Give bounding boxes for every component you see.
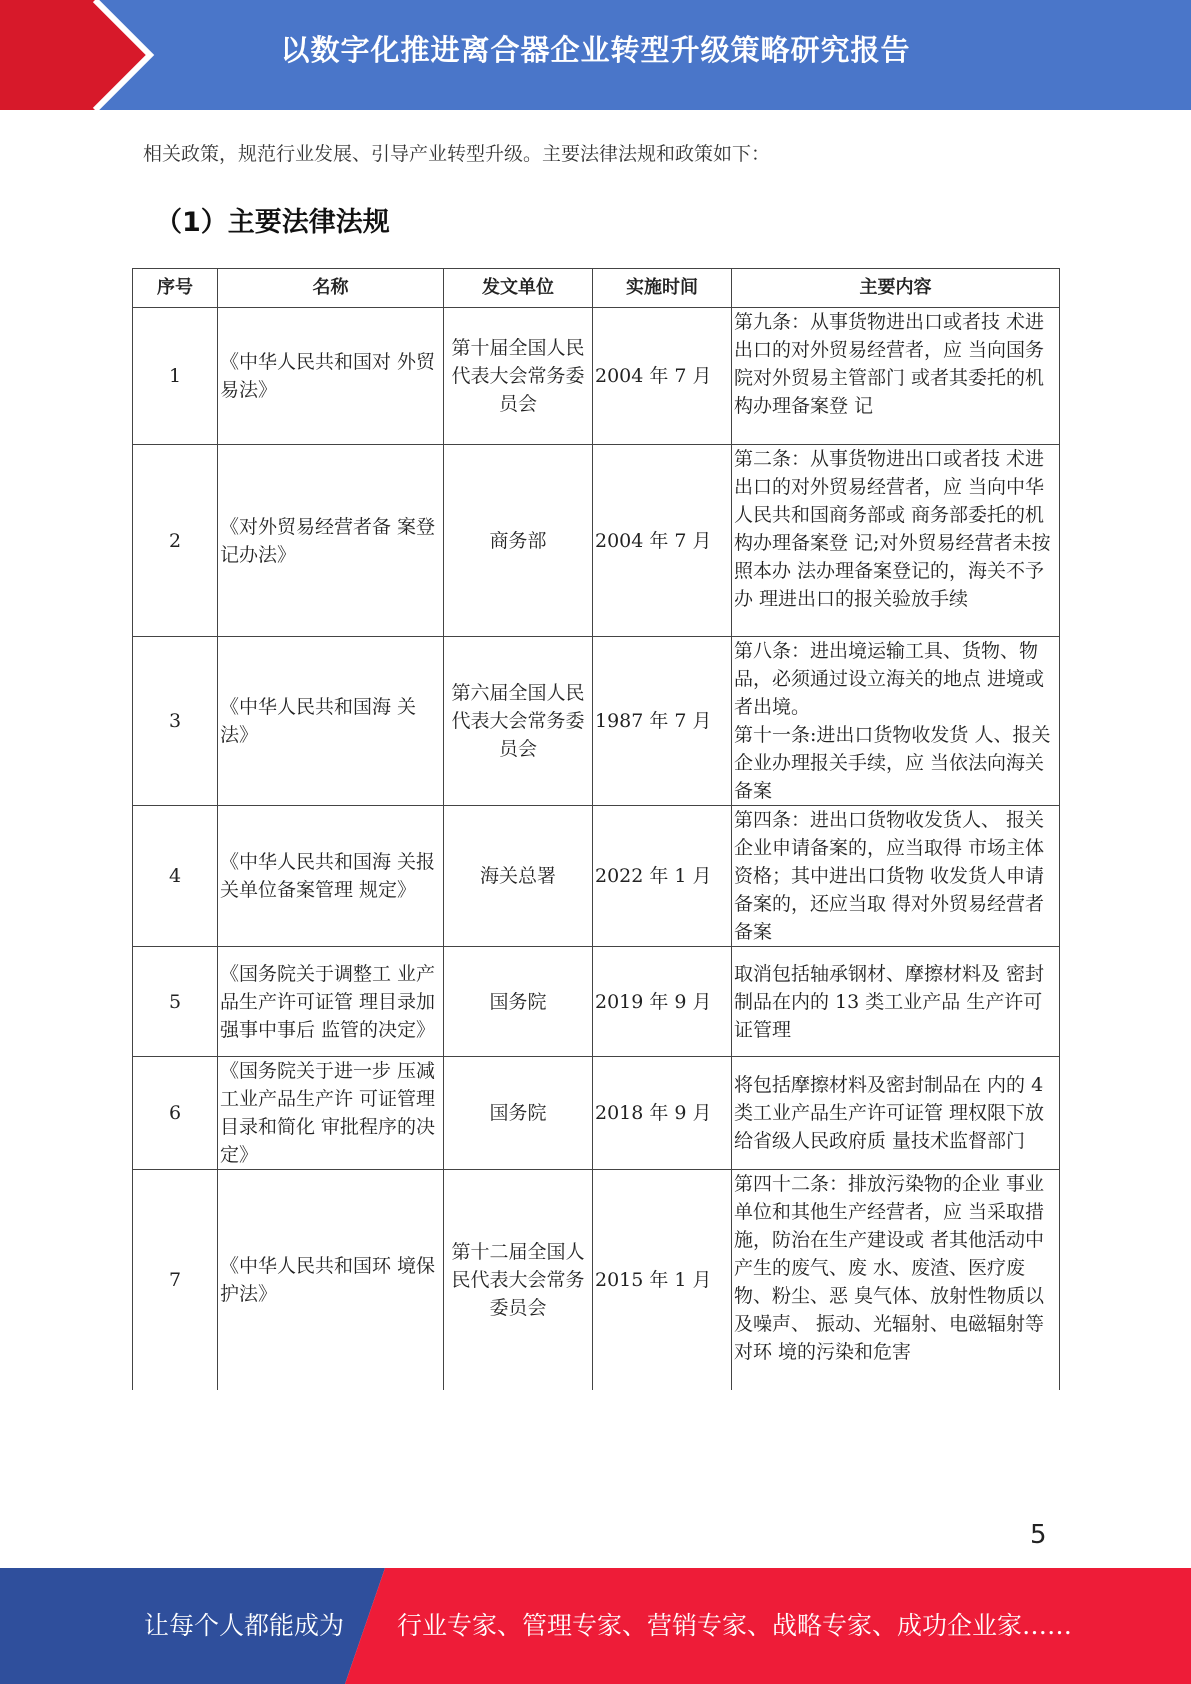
issuer: 商务部	[444, 445, 593, 637]
intro-paragraph: 相关政策，规范行业发展、引导产业转型升级。主要法律法规和政策如下：	[143, 143, 771, 165]
law-name: 《国务院关于进一步 压减工业产品生产许 可证管理目录和简化 审批程序的决定》	[218, 1057, 444, 1170]
section-heading: （1）主要法律法规	[155, 207, 390, 238]
effective-date: 1987 年 7 月	[593, 637, 732, 806]
issuer: 第十届全国人民代表大会常务委员会	[444, 308, 593, 445]
effective-date: 2022 年 1 月	[593, 806, 732, 947]
row-number: 3	[133, 637, 218, 806]
table-row	[133, 947, 1060, 1057]
main-content: 将包括摩擦材料及密封制品在 内的 4 类工业产品生产许可证管 理权限下放给省级人民政府质 量技术监督部门	[732, 1057, 1060, 1170]
row-number: 7	[133, 1170, 218, 1390]
main-content: 第四十二条：排放污染物的企业 事业单位和其他生产经营者，应 当采取措施，防治在生产建设或 者其他活动中产生的废气、废 水、废渣、医疗废物、粉尘、恶 臭气体、放射性物质以及噪声、 振动、光辐射、电磁辐射等对环 境的污染和危害	[732, 1170, 1060, 1390]
issuer: 国务院	[444, 947, 593, 1057]
main-content: 取消包括轴承钢材、摩擦材料及 密封制品在内的 13 类工业产品 生产许可证管理	[732, 947, 1060, 1057]
issuer: 海关总署	[444, 806, 593, 947]
laws-table	[132, 268, 1060, 1390]
table-row	[133, 637, 1060, 806]
page-number: 5	[1030, 1520, 1047, 1550]
law-name: 《中华人民共和国环 境保护法》	[218, 1170, 444, 1390]
main-content: 第二条：从事货物进出口或者技 术进出口的对外贸易经营者，应 当向中华人民共和国商务部或 商务部委托的机构办理备案登 记;对外贸易经营者未按照本办 法办理备案登记的，海关不予办 理进出口的报关验放手续	[732, 445, 1060, 637]
law-name: 《中华人民共和国海 关法》	[218, 637, 444, 806]
effective-date: 2004 年 7 月	[593, 308, 732, 445]
issuer: 国务院	[444, 1057, 593, 1170]
table-header-row	[133, 269, 1060, 308]
table-row	[133, 1170, 1060, 1390]
law-name: 《中华人民共和国海 关报关单位备案管理 规定》	[218, 806, 444, 947]
header-cell-no: 序号	[133, 269, 218, 308]
issuer: 第十二届全国人民代表大会常务委员会	[444, 1170, 593, 1390]
main-content	[732, 637, 1060, 806]
document-title: 以数字化推进离合器企业转型升级策略研究报告	[280, 33, 911, 67]
content-article-8: 第八条：进出境运输工具、货物、物品，必须通过设立海关的地点 进境或者出境。	[734, 640, 1045, 718]
law-name: 《中华人民共和国对 外贸易法》	[218, 308, 444, 445]
row-number: 6	[133, 1057, 218, 1170]
table-row	[133, 445, 1060, 637]
row-number: 1	[133, 308, 218, 445]
page-header	[0, 0, 1191, 110]
row-number: 2	[133, 445, 218, 637]
header-cell-date: 实施时间	[593, 269, 732, 308]
table-row	[133, 1057, 1060, 1170]
law-name: 《对外贸易经营者备 案登记办法》	[218, 445, 444, 637]
effective-date: 2019 年 9 月	[593, 947, 732, 1057]
table-row	[133, 806, 1060, 947]
effective-date: 2015 年 1 月	[593, 1170, 732, 1390]
table-row	[133, 308, 1060, 445]
footer-slogan-left: 让每个人都能成为	[144, 1611, 345, 1640]
header-cell-content: 主要内容	[732, 269, 1060, 308]
header-cell-issuer: 发文单位	[444, 269, 593, 308]
content-article-11: 第十一条:进出口货物收发货 人、报关企业办理报关手续，应 当依法向海关备案	[734, 724, 1051, 802]
law-name: 《国务院关于调整工 业产品生产许可证管 理目录加强事中事后 监管的决定》	[218, 947, 444, 1057]
issuer: 第六届全国人民代表大会常务委员会	[444, 637, 593, 806]
page-footer	[0, 1568, 1191, 1684]
header-cell-name: 名称	[218, 269, 444, 308]
effective-date: 2004 年 7 月	[593, 445, 732, 637]
effective-date: 2018 年 9 月	[593, 1057, 732, 1170]
main-content: 第九条：从事货物进出口或者技 术进出口的对外贸易经营者，应 当向国务院对外贸易主管部门 或者其委托的机构办理备案登 记	[732, 308, 1060, 445]
footer-slogan-right: 行业专家、管理专家、营销专家、战略专家、成功企业家……	[397, 1611, 1073, 1640]
row-number: 5	[133, 947, 218, 1057]
main-content: 第四条：进出口货物收发货人、 报关企业申请备案的，应当取得 市场主体资格；其中进出口货物 收发货人申请备案的，还应当取 得对外贸易经营者备案	[732, 806, 1060, 947]
row-number: 4	[133, 806, 218, 947]
